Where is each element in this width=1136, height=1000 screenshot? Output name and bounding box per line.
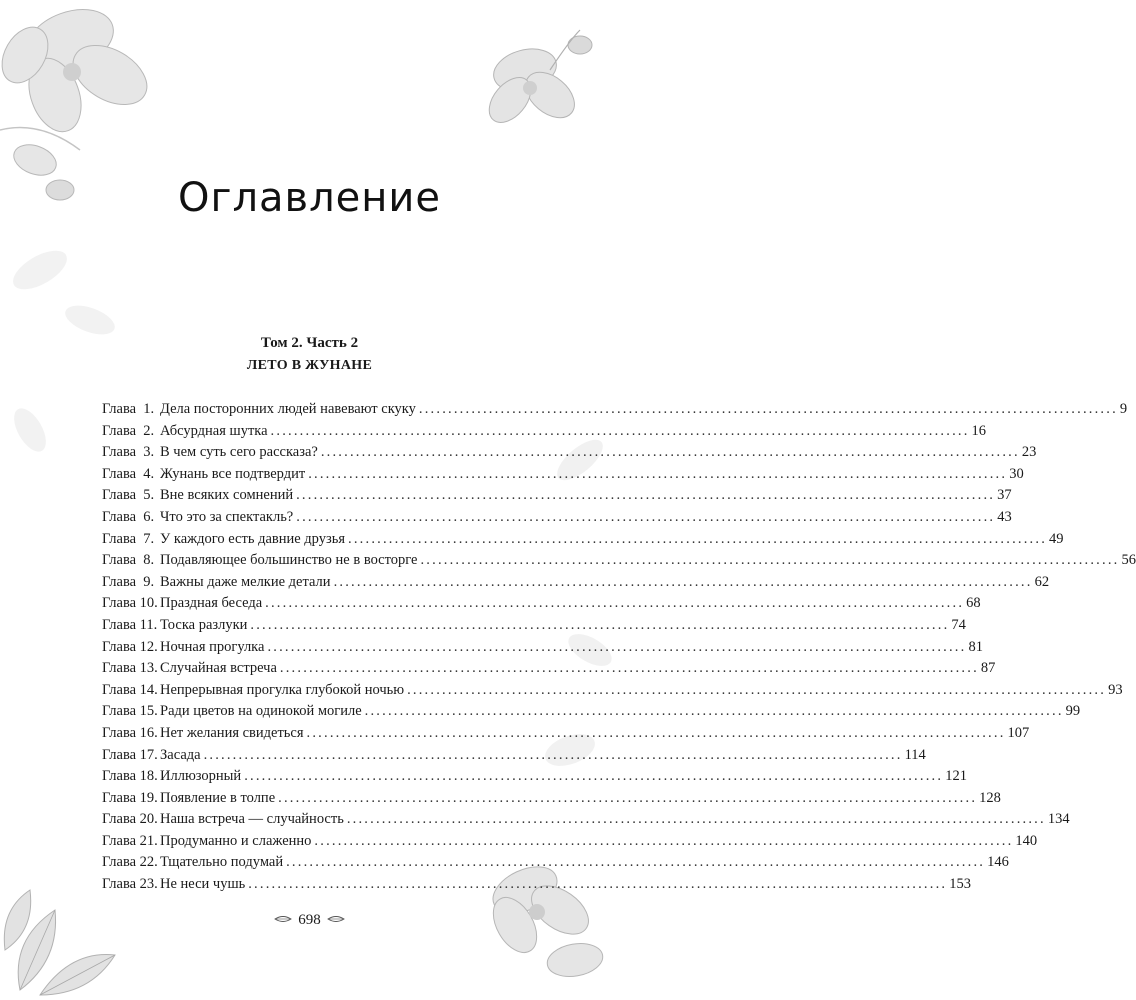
toc-entry: [102, 680, 1123, 702]
toc-entry: [102, 658, 996, 680]
toc-entry: [102, 464, 1024, 486]
dot-leader: ........................................................................................................................: [346, 811, 1046, 828]
toc-entry: [102, 550, 1136, 572]
chapter-title: У каждого есть давние друзья: [160, 530, 346, 547]
dot-leader: ........................................................................................................................: [308, 465, 1008, 482]
chapter-number: Глава 16.: [102, 724, 158, 741]
chapter-title: Иллюзорный: [160, 768, 242, 785]
chapter-number: Глава 19.: [102, 789, 158, 806]
chapter-number: Глава 15.: [102, 703, 158, 720]
toc-entry: [102, 637, 983, 659]
chapter-page-number: 62: [1034, 573, 1050, 590]
toc-entry: [102, 831, 1038, 853]
dot-leader: ........................................................................................................................: [270, 422, 970, 439]
dot-leader: ........................................................................................................................: [407, 681, 1107, 698]
toc-entry: [102, 572, 1050, 594]
dot-leader: ........................................................................................................................: [420, 552, 1120, 569]
toc-entry: [102, 809, 1070, 831]
table-of-contents: [102, 399, 1136, 896]
chapter-number: Глава 4.: [102, 465, 155, 482]
chapter-page-number: 37: [997, 487, 1012, 504]
chapter-number: Глава 14.: [102, 681, 158, 698]
chapter-page-number: 87: [980, 660, 996, 677]
chapter-number: Глава 20.: [102, 811, 158, 828]
flower-illustration-top-right: [470, 10, 610, 130]
chapter-page-number: 99: [1065, 703, 1081, 720]
dot-leader: ........................................................................................................................: [348, 530, 1048, 547]
dot-leader: ........................................................................................................................: [320, 444, 1020, 461]
chapter-title: Наша встреча — случайность: [160, 811, 344, 828]
chapter-number: Глава 10.: [102, 595, 158, 612]
chapter-title: Нет желания свидеться: [160, 724, 304, 741]
chapter-number: Глава 5.: [102, 487, 155, 504]
chapter-title: Ночная прогулка: [160, 638, 265, 655]
chapter-title: Засада: [160, 746, 201, 763]
chapter-title: Что это за спектакль?: [160, 508, 294, 525]
toc-entry: [102, 399, 1128, 421]
chapter-title: Дела посторонних людей навевают скуку: [160, 401, 416, 417]
chapter-page-number: 114: [904, 746, 926, 763]
chapter-page-number: 30: [1009, 465, 1024, 482]
chapter-title: Важны даже мелкие детали: [160, 573, 331, 590]
chapter-number: Глава 6.: [102, 508, 155, 525]
dot-leader: ........................................................................................................................: [314, 832, 1014, 849]
dot-leader: ........................................................................................................................: [296, 508, 996, 525]
chapter-number: Глава 3.: [102, 444, 155, 461]
chapter-number: Глава 11.: [102, 616, 158, 633]
chapter-title: Вне всяких сомнений: [160, 487, 294, 504]
toc-entry: [102, 788, 1001, 810]
chapter-title: Тщательно подумай: [160, 854, 284, 871]
chapter-number: Глава 8.: [102, 552, 155, 569]
dot-leader: ........................................................................................................................: [265, 595, 965, 612]
chapter-page-number: 107: [1007, 724, 1030, 741]
chapter-title: Подавляющее большинство не в восторге: [160, 552, 418, 569]
toc-entry: [102, 593, 981, 615]
dot-leader: ........................................................................................................................: [203, 746, 903, 763]
leaf-ornament-icon: [327, 912, 345, 929]
page-footer: [0, 912, 619, 929]
toc-entry: [102, 874, 971, 896]
chapter-page-number: 93: [1108, 681, 1123, 698]
chapter-number: Глава 9.: [102, 573, 155, 590]
chapter-title: Не неси чушь: [160, 876, 246, 893]
chapter-page-number: 81: [968, 638, 983, 655]
chapter-number: Глава 18.: [102, 768, 158, 785]
page-title: Оглавление: [177, 175, 442, 221]
chapter-page-number: 153: [949, 876, 971, 893]
chapter-title: В чем суть сего рассказа?: [160, 444, 318, 461]
leaf-ornament-icon: [274, 912, 292, 929]
toc-entry: [102, 529, 1064, 551]
chapter-title: Праздная беседа: [160, 595, 263, 612]
chapter-number: Глава 17.: [102, 746, 158, 763]
toc-entry: [102, 723, 1030, 745]
volume-heading: Том 2. Часть 2: [260, 335, 359, 351]
chapter-title: Появление в толпе: [160, 789, 276, 806]
dot-leader: ........................................................................................................................: [248, 876, 948, 893]
chapter-title: Жунань все подтвердит: [160, 465, 306, 482]
part-subtitle: ЛЕТО В ЖУНАНЕ: [246, 358, 373, 373]
chapter-page-number: 23: [1021, 444, 1037, 461]
chapter-number: Глава 13.: [102, 660, 158, 677]
chapter-page-number: 49: [1049, 530, 1064, 547]
chapter-page-number: 121: [945, 768, 967, 785]
toc-entry: [102, 701, 1081, 723]
dot-leader: ........................................................................................................................: [278, 789, 978, 806]
dot-leader: ........................................................................................................................: [286, 854, 986, 871]
dot-leader: ........................................................................................................................: [333, 573, 1033, 590]
toc-entry: [102, 507, 1012, 529]
dot-leader: ........................................................................................................................: [250, 616, 950, 633]
toc-entry: [102, 485, 1012, 507]
page-number: 698: [298, 912, 321, 928]
leaves-illustration-bottom-left: [0, 880, 130, 1000]
toc-entry: [102, 766, 967, 788]
chapter-number: Глава 22.: [102, 854, 158, 871]
chapter-title: Продуманно и слаженно: [160, 832, 312, 849]
dot-leader: ........................................................................................................................: [296, 487, 996, 504]
dot-leader: ........................................................................................................................: [306, 724, 1006, 741]
toc-entry: [102, 745, 926, 767]
dot-leader: ........................................................................................................................: [279, 660, 979, 677]
chapter-number: Глава 2.: [102, 422, 155, 439]
chapter-page-number: 43: [997, 508, 1012, 525]
chapter-title: Ради цветов на одинокой могиле: [160, 703, 362, 720]
toc-entry: [102, 442, 1037, 464]
dot-leader: ........................................................................................................................: [364, 703, 1064, 720]
chapter-number: Глава 7.: [102, 530, 155, 547]
dot-leader: ........................................................................................................................: [418, 401, 1118, 417]
chapter-page-number: 56: [1121, 552, 1136, 569]
chapter-page-number: 146: [987, 854, 1009, 871]
chapter-page-number: 68: [966, 595, 981, 612]
chapter-number: Глава 21.: [102, 832, 158, 849]
chapter-page-number: 16: [971, 422, 987, 439]
toc-entry: [102, 852, 1009, 874]
chapter-title: Абсурдная шутка: [160, 422, 268, 439]
toc-entry: [102, 421, 987, 443]
chapter-number: Глава 12.: [102, 638, 158, 655]
chapter-page-number: 140: [1015, 832, 1038, 849]
chapter-number: Глава 23.: [102, 876, 158, 893]
dot-leader: ........................................................................................................................: [267, 638, 967, 655]
dot-leader: ........................................................................................................................: [244, 768, 944, 785]
chapter-title: Тоска разлуки: [160, 616, 248, 633]
chapter-page-number: 74: [951, 616, 966, 633]
toc-entry: [102, 615, 966, 637]
chapter-title: Непрерывная прогулка глубокой ночью: [160, 681, 405, 698]
chapter-title: Случайная встреча: [160, 660, 277, 677]
chapter-page-number: 134: [1047, 811, 1070, 828]
chapter-page-number: 128: [979, 789, 1001, 806]
chapter-page-number: 9: [1119, 401, 1128, 417]
chapter-number: Глава 1.: [102, 401, 155, 417]
